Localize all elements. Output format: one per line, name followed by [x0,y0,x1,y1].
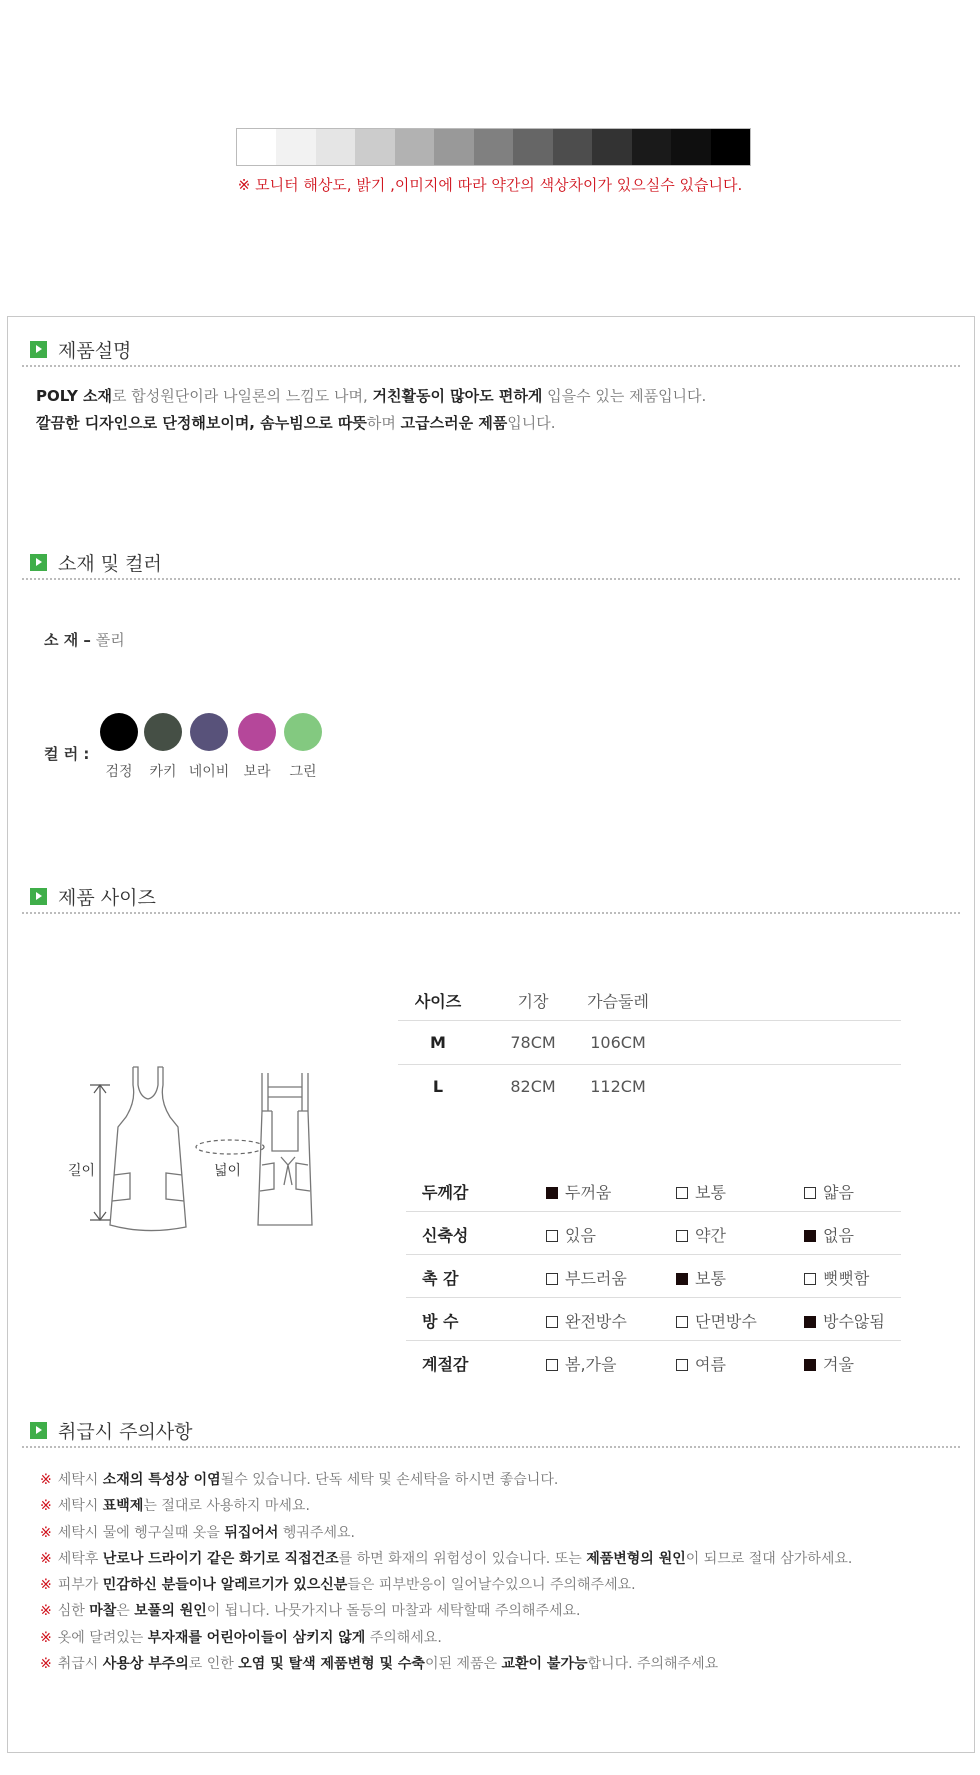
grayscale-cell [395,129,434,165]
checked-box-icon [804,1316,816,1328]
text: 이된 제품은 [424,1656,502,1673]
emphasis-text: 민감하신 분들이나 알레르기가 있으신분 [102,1577,348,1594]
text: 이 됩니다. 나뭇가지나 돌등의 마찰과 세탁할때 주의해주세요. [206,1603,581,1620]
attribute-option [546,1352,616,1375]
attribute-option [804,1266,869,1289]
section-title: 제품 사이즈 [58,887,156,909]
attribute-option [676,1223,726,1246]
unchecked-box-icon [804,1273,816,1285]
size-table [398,977,901,1109]
attribute-option [676,1180,726,1203]
unchecked-box-icon [676,1359,688,1371]
attribute-option-label: 없음 [823,1226,854,1245]
arrow-bullet-icon [30,1422,47,1439]
unchecked-box-icon [676,1187,688,1199]
text: 심한 [57,1603,90,1620]
attribute-label: 계절감 [422,1355,469,1374]
reference-mark-icon: ※ [40,1656,52,1673]
emphasis-text: 제품변형의 원인 [586,1550,686,1567]
description-line-2 [36,412,556,433]
apron-diagram [68,1065,356,1265]
text: 주의해세요. [365,1629,442,1646]
attribute-option-label: 완전방수 [565,1312,627,1331]
attribute-option-label: 얇음 [823,1183,854,1202]
product-detail-box [7,316,975,1753]
attribute-option-label: 보통 [695,1269,726,1288]
text: 헹궈주세요. [278,1524,355,1541]
size-header-cell: 가슴둘레 [587,992,649,1011]
grayscale-cell [513,129,552,165]
monitor-color-note: ※ 모니터 해상도, 밝기 ,이미지에 따라 약간의 색상차이가 있으실수 있습니다. [237,176,743,194]
text: 옷에 달려있는 [57,1629,148,1646]
grayscale-cell [711,129,750,165]
grayscale-cell [355,129,394,165]
section-title: 제품설명 [58,340,132,362]
text: 를 하면 화재의 위험성이 있습니다. 또는 [338,1550,587,1567]
unchecked-box-icon [676,1230,688,1242]
emphasis-text: 보풀의 원인 [134,1603,207,1620]
apron-width-label: 넓이 [214,1163,242,1179]
emphasis-text: 난로나 드라이기 같은 화기로 직접건조 [102,1550,339,1567]
text: 합니다. 주의해주세요 [587,1656,719,1673]
care-item [40,1598,852,1624]
arrow-bullet-icon [30,341,47,358]
text: 세탁시 [57,1498,103,1515]
care-item [40,1572,852,1598]
size-cell: 82CM [510,1077,556,1096]
attribute-label: 방 수 [422,1312,459,1331]
color-swatch-name: 검정 [105,764,133,780]
color-swatch-name: 그린 [289,764,317,780]
attribute-option [546,1309,627,1332]
color-swatch [190,713,228,751]
grayscale-cell [671,129,710,165]
care-item [40,1546,852,1572]
grayscale-cell [553,129,592,165]
emphasis-text: 표백제 [102,1498,144,1515]
reference-mark-icon: ※ [40,1550,52,1567]
unchecked-box-icon [546,1273,558,1285]
attribute-option-label: 뻣뻣함 [823,1269,870,1288]
grayscale-cell [474,129,513,165]
text: 입을수 있는 제품입니다. [542,387,707,405]
checked-box-icon [676,1273,688,1285]
attribute-option-label: 부드러움 [565,1269,627,1288]
size-cell: 78CM [510,1033,556,1052]
attribute-row [406,1341,901,1384]
attribute-option-label: 있음 [565,1226,596,1245]
emphasis-text: 고급스러운 제품 [400,414,508,432]
color-swatch-name: 네이비 [188,764,230,780]
unchecked-box-icon [546,1359,558,1371]
reference-mark-icon: ※ [40,1524,52,1541]
size-cell: 112CM [590,1077,646,1096]
attribute-option-label: 두꺼움 [565,1183,612,1202]
text: 로 인한 [188,1656,239,1673]
apron-length-label: 길이 [68,1163,96,1179]
care-item [40,1467,852,1493]
reference-mark-icon: ※ [40,1629,52,1646]
reference-mark-icon: ※ [40,1472,52,1488]
size-cell: 106CM [590,1033,646,1052]
reference-mark-icon: ※ [40,1498,52,1515]
arrow-bullet-icon [30,888,47,905]
emphasis-text: POLY 소재 [36,387,113,405]
attribute-option [676,1266,726,1289]
text: 취급시 [57,1656,103,1673]
color-swatch [100,713,138,751]
text: 세탁시 [57,1472,103,1488]
attribute-option-label: 단면방수 [695,1312,757,1331]
attribute-option [546,1180,611,1203]
attribute-option [676,1352,726,1375]
emphasis-text: 오염 및 탈색 제품변형 및 수축 [238,1656,425,1673]
size-cell: L [432,1077,444,1096]
fabric-attribute-table [406,1169,901,1384]
size-header-cell: 기장 [517,992,549,1011]
text: 로 합성원단이라 나일론의 느낌도 나며, [112,387,373,405]
text: 하며 [366,414,401,432]
color-swatch [284,713,322,751]
attribute-option-label: 여름 [695,1355,726,1374]
text: 는 절대로 사용하지 마세요. [143,1498,310,1515]
grayscale-strip [236,128,751,166]
size-table-header [398,977,901,1021]
text: 세탁후 [57,1550,103,1567]
attribute-label: 신축성 [422,1226,469,1245]
size-table-row [398,1021,901,1065]
unchecked-box-icon [804,1187,816,1199]
attribute-row [406,1298,901,1341]
text: 피부가 [57,1577,103,1594]
emphasis-text: 부자재를 어린아이들이 삼키지 않게 [147,1629,366,1646]
section-header-description [22,331,960,367]
attribute-option [546,1223,596,1246]
color-swatch-name: 카키 [149,764,177,780]
color-swatch [144,713,182,751]
attribute-option-label: 방수않됨 [823,1312,885,1331]
attribute-option-label: 보통 [695,1183,726,1202]
emphasis-text: 뒤집어서 [224,1524,279,1541]
size-table-row [398,1065,901,1109]
checked-box-icon [546,1187,558,1199]
grayscale-cell [316,129,355,165]
size-cell: M [430,1033,446,1052]
grayscale-cell [632,129,671,165]
grayscale-cell [434,129,473,165]
reference-mark-icon: ※ [40,1577,52,1594]
text: 은 [116,1603,135,1620]
reference-mark-icon: ※ [40,1603,52,1620]
attribute-option [546,1266,627,1289]
unchecked-box-icon [546,1230,558,1242]
emphasis-text: 소재의 특성상 이염 [102,1472,221,1488]
attribute-option-label: 겨울 [823,1355,854,1374]
attribute-row [406,1169,901,1212]
checked-box-icon [804,1230,816,1242]
care-item [40,1520,852,1546]
unchecked-box-icon [676,1316,688,1328]
text: 입니다. [507,414,556,432]
material-label: 소 재 – [44,631,91,649]
text: 될수 있습니다. 단독 세탁 및 손세탁을 하시면 좋습니다. [220,1472,559,1488]
grayscale-cell [276,129,315,165]
care-item [40,1625,852,1651]
unchecked-box-icon [546,1316,558,1328]
grayscale-cell [237,129,276,165]
attribute-row [406,1255,901,1298]
care-item [40,1651,852,1677]
attribute-label: 두께감 [422,1183,469,1202]
attribute-option [804,1223,854,1246]
emphasis-text: 마찰 [89,1603,117,1620]
section-header-care [22,1412,960,1448]
arrow-bullet-icon [30,554,47,571]
material-value: 폴리 [95,631,125,649]
material-row [44,629,125,650]
attribute-option [804,1309,885,1332]
emphasis-text: 교환이 불가능 [501,1656,588,1673]
color-label: 컬 러 : [44,745,90,763]
section-header-material [22,544,960,580]
section-title: 취급시 주의사항 [58,1421,193,1443]
attribute-option-label: 약간 [695,1226,726,1245]
attribute-label: 촉 감 [422,1269,459,1288]
emphasis-text: 거친활동이 많아도 편하게 [372,387,543,405]
care-item [40,1493,852,1519]
color-swatch-name: 보라 [243,764,271,780]
attribute-option [804,1352,854,1375]
attribute-row [406,1212,901,1255]
size-header-cell: 사이즈 [414,992,462,1011]
text: 들은 피부반응이 일어날수있으니 주의해주세요. [347,1577,636,1594]
section-title: 소재 및 컬러 [58,553,162,575]
text: 이 되므로 절대 삼가하세요. [685,1550,853,1567]
color-swatch [238,713,276,751]
grayscale-cell [592,129,631,165]
attribute-option-label: 봄,가을 [565,1355,617,1374]
checked-box-icon [804,1359,816,1371]
section-header-size [22,878,960,914]
emphasis-text: 깔끔한 디자인으로 단정해보이며, 솜누빔으로 따뜻 [36,414,367,432]
text: 세탁시 물에 헹구실때 옷을 [57,1524,225,1541]
attribute-option [804,1180,854,1203]
attribute-option [676,1309,757,1332]
care-instructions-list [40,1467,852,1677]
emphasis-text: 사용상 부주의 [102,1656,189,1673]
description-line-1 [36,385,706,406]
